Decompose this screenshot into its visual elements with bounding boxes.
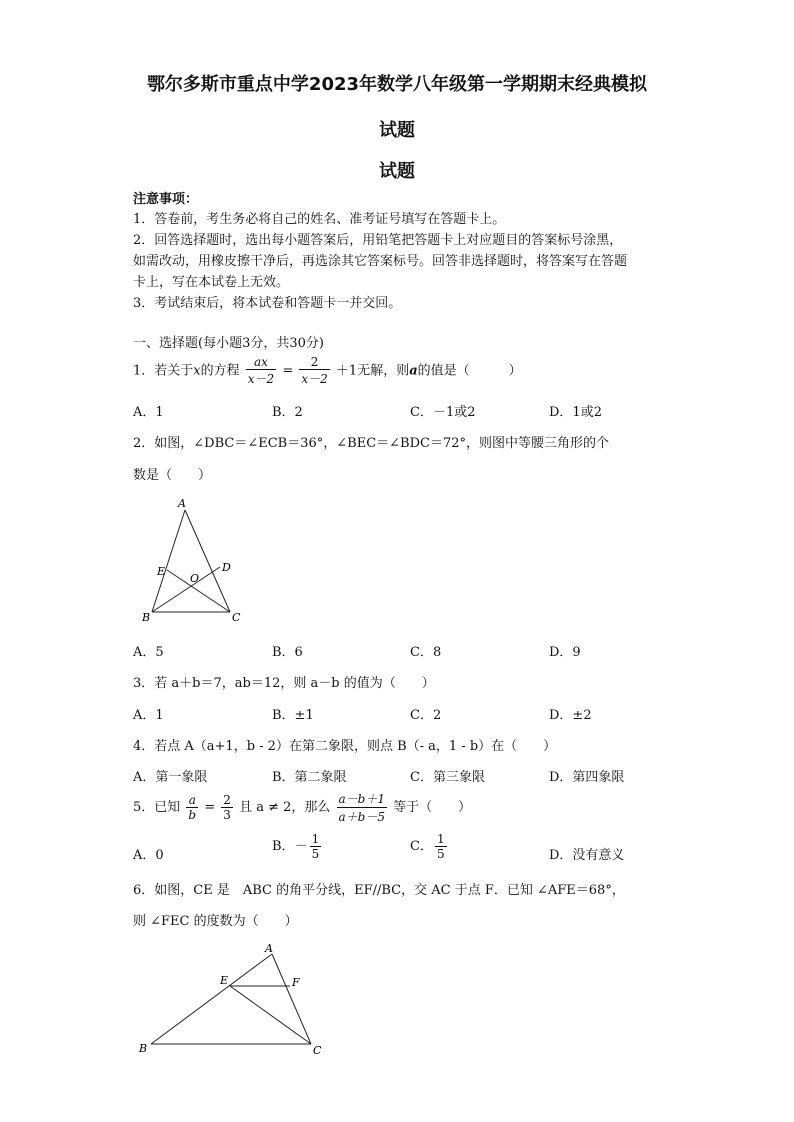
q1-frac2-num: 2	[299, 355, 329, 370]
q2-label-d: D	[222, 561, 231, 574]
q5-tail: 等于（ ）	[393, 800, 472, 815]
question-5	[133, 790, 471, 825]
question-4: 4．若点 A（a+1，b - 2）在第二象限，则点 B（- a，1 - b）在（ ）	[133, 739, 557, 754]
q5-f2-den: 3	[223, 808, 231, 822]
q5-option-b-key: B．	[272, 839, 295, 854]
q6-triangle-figure	[135, 940, 335, 1060]
q4-option-c[interactable]: C．第三象限	[410, 770, 485, 785]
question-6: 6．如图，CE 是 ABC 的角平分线，EF//BC，交 AC 于点 F．已知 ∠AFE＝68°，	[133, 883, 625, 898]
q1-frac1-num: ax	[246, 355, 276, 370]
q6-label-b: B	[139, 1042, 148, 1055]
q2-option-a[interactable]: A．5	[133, 645, 164, 660]
q1-prefix: 1．若关于	[133, 363, 194, 379]
q5-option-b-num: 1	[311, 832, 320, 846]
q2-label-c: C	[232, 611, 241, 624]
q1-var-x: x	[193, 363, 201, 379]
q5-option-c-den: 5	[436, 847, 445, 861]
notice-item-1: 1．答卷前，考生务必将自己的姓名、准考证号填写在答题卡上。	[133, 212, 506, 227]
q4-option-a[interactable]: A．第一象限	[133, 770, 208, 785]
q1-tail: 的值是（ ）	[417, 363, 522, 379]
q2-label-a: A	[178, 497, 186, 510]
q5-fraction-23	[221, 793, 233, 822]
q1-option-b[interactable]: B．2	[272, 405, 303, 420]
q6-label-e: E	[220, 974, 229, 987]
q5-eq: =	[204, 800, 216, 815]
notice-heading: 注意事项：	[133, 192, 199, 207]
q5-option-c-fraction	[435, 832, 447, 861]
exam-subtitle: 试题	[379, 161, 415, 182]
q3-option-a[interactable]: A．1	[133, 708, 164, 723]
q1-fraction-2	[299, 355, 329, 387]
q1-fraction-1	[246, 355, 276, 387]
q5-option-c-key: C．	[410, 839, 433, 854]
question-3: 3．若 a＋b＝7，ab＝12，则 a－b 的值为（ ）	[133, 676, 435, 691]
q2-label-b: B	[142, 611, 151, 624]
question-2-cont: 数是（ ）	[133, 468, 212, 483]
q2-option-b[interactable]: B．6	[272, 645, 303, 660]
notice-item-3: 3．考试结束后，将本试卷和答题卡一并交回。	[133, 296, 402, 311]
q5-f3-den: a＋b－5	[338, 810, 386, 824]
q1-mid: 的方程	[200, 363, 240, 379]
notice-item-2: 2．回答选择题时，选出每小题答案后，用铅笔把答题卡上对应题目的答案标号涂黑，	[133, 233, 623, 248]
q5-prefix: 5．已知	[133, 800, 181, 815]
q3-option-d[interactable]: D．±2	[549, 708, 592, 723]
q1-eq: =	[282, 363, 294, 379]
section-heading: 一、选择题(每小题3分，共30分)	[133, 336, 324, 351]
q6-label-f: F	[292, 976, 300, 989]
notice-item-2-cont: 如需改动，用橡皮擦干净后，再选涂其它答案标号。回答非选择题时，将答案写在答题	[133, 254, 628, 269]
q5-fraction-expr	[337, 790, 387, 825]
q1-var-a: a	[409, 363, 418, 379]
q5-option-b-den: 5	[311, 847, 320, 861]
notice-item-2-end: 卡上，写在本试卷上无效。	[133, 275, 290, 290]
q6-edge-ab	[151, 954, 272, 1044]
q1-option-c[interactable]: C．－1或2	[410, 405, 476, 420]
q1-suffix: 无解，则	[357, 363, 410, 379]
q2-label-e: E	[157, 565, 166, 578]
q4-option-b[interactable]: B．第二象限	[272, 770, 347, 785]
q5-f2-num: 2	[223, 793, 231, 807]
q6-label-c: C	[313, 1044, 322, 1057]
q2-option-c[interactable]: C．8	[410, 645, 442, 660]
q6-label-a: A	[265, 942, 273, 955]
exam-title-line2: 试题	[379, 120, 415, 141]
q2-option-d[interactable]: D．9	[549, 645, 581, 660]
q2-edge-ab	[152, 510, 185, 612]
q5-f3-num: a－b＋1	[338, 792, 386, 806]
q5-option-b[interactable]	[272, 832, 323, 861]
q5-f1-den: b	[188, 808, 197, 822]
q1-option-d[interactable]: D．1或2	[549, 405, 602, 420]
q3-option-b[interactable]: B．±1	[272, 708, 314, 723]
q1-plus-one: ＋1	[335, 363, 358, 379]
q5-option-c-num: 1	[436, 832, 445, 846]
q1-frac2-den: x－2	[301, 372, 328, 386]
q2-triangle-figure	[140, 495, 250, 630]
q1-frac1-den: x－2	[247, 372, 275, 386]
q1-option-a[interactable]: A．1	[133, 405, 164, 420]
q4-option-d[interactable]: D．第四象限	[549, 770, 625, 785]
q2-label-o: O	[190, 572, 200, 585]
q5-f1-num: a	[186, 793, 198, 808]
question-6-cont: 则 ∠FEC 的度数为（ ）	[133, 914, 298, 929]
q5-option-b-fraction	[310, 832, 322, 861]
q5-option-c[interactable]	[410, 832, 449, 861]
q5-option-d[interactable]: D．没有意义	[549, 848, 625, 863]
question-1	[133, 355, 522, 387]
q5-option-a[interactable]: A．0	[133, 848, 164, 863]
q5-fraction-ab	[186, 793, 198, 822]
q5-option-b-sign: －	[294, 839, 308, 854]
question-2: 2．如图，∠DBC＝∠ECB＝36°，∠BEC＝∠BDC＝72°，则图中等腰三角形的个	[133, 436, 609, 451]
exam-title: 鄂尔多斯市重点中学2023年数学八年级第一学期期末经典模拟	[146, 74, 648, 95]
q5-condition: 且 a ≠ 2，那么	[239, 800, 331, 815]
q3-option-c[interactable]: C．2	[410, 708, 442, 723]
